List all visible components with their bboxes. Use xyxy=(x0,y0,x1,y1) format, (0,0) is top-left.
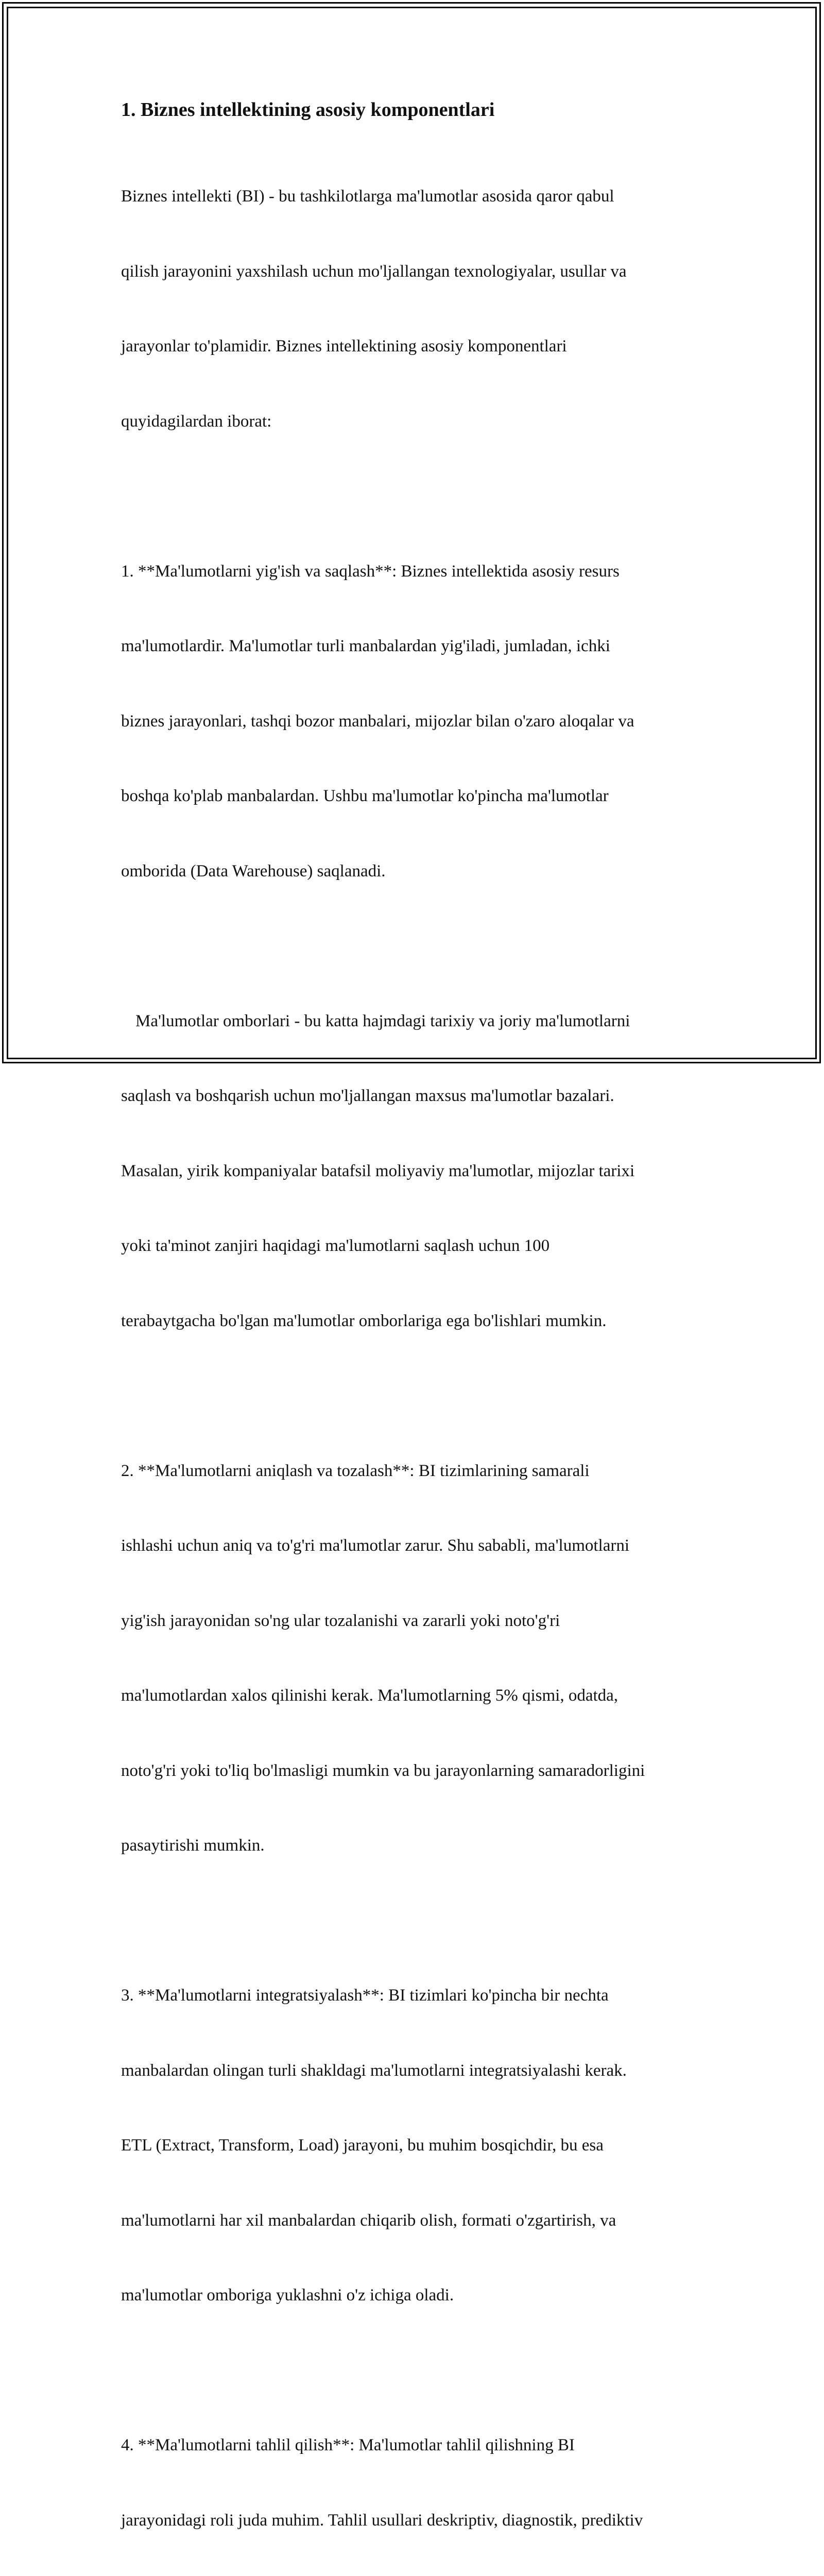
text-line: boshqa ko'plab manbalardan. Ushbu ma'lumotlar ko'pincha ma'lumotlar xyxy=(121,787,609,805)
text-line: 3. **Ma'lumotlarni integratsiyalash**: BI tizimlari ko'pincha bir nechta xyxy=(121,1986,609,2005)
paragraph-item-1 xyxy=(121,509,713,934)
text-line: quyidagilardan iborat: xyxy=(121,412,272,431)
text-line: pasaytirishi mumkin. xyxy=(121,1836,265,1855)
text-line: jarayonidagi roli juda muhim. Tahlil usullari deskriptiv, diagnostik, prediktiv xyxy=(121,2511,643,2530)
text-line: ma'lumotlardan xalos qilinishi kerak. Ma'lumotlarning 5% qismi, odatda, xyxy=(121,1686,619,1705)
text-line: biznes jarayonlari, tashqi bozor manbalari, mijozlar bilan o'zaro aloqalar va xyxy=(121,711,634,731)
text-line: omborida (Data Warehouse) saqlanadi. xyxy=(121,861,386,880)
text-line: saqlash va boshqarish uchun mo'ljallangan maxsus ma'lumotlar bazalari. xyxy=(121,1087,614,1105)
text-line: yoki ta'minot zanjiri haqidagi ma'lumotlarni saqlash uchun 100 xyxy=(121,1236,550,1255)
text-line: ETL (Extract, Transform, Load) jarayoni, bu muhim bosqichdir, bu esa xyxy=(121,2136,604,2155)
paragraph-item-4 xyxy=(121,2383,713,2576)
text-line: ma'lumotlardir. Ma'lumotlar turli manbalardan yig'iladi, jumladan, ichki xyxy=(121,637,610,655)
text-line: ishlashi uchun aniq va to'g'ri ma'lumotlar zarur. Shu sababli, ma'lumotlarni xyxy=(121,1536,630,1555)
text-line: terabaytgacha bo'lgan ma'lumotlar omborlariga ega bo'lishlari mumkin. xyxy=(121,1311,607,1330)
text-line: ma'lumotlarni har xil manbalardan chiqarib olish, formati o'zgartirish, va xyxy=(121,2211,616,2230)
text-line: noto'g'ri yoki to'liq bo'lmasligi mumkin va bu jarayonlarning samaradorligini xyxy=(121,1761,645,1780)
text-line: 1. **Ma'lumotlarni yig'ish va saqlash**: Biznes intellektida asosiy resurs xyxy=(121,562,620,581)
paragraph-intro xyxy=(121,134,713,484)
document-body xyxy=(121,97,713,2576)
text-line: 2. **Ma'lumotlarni aniqlash va tozalash**: BI tizimlarining samarali xyxy=(121,1461,590,1480)
paragraph-item-2 xyxy=(121,1409,713,1908)
text-line: Biznes intellekti (BI) - bu tashkilotlarga ma'lumotlar asosida qaror qabul xyxy=(121,187,614,206)
text-line: yig'ish jarayonidan so'ng ular tozalanishi va zararli yoki noto'g'ri xyxy=(121,1611,560,1630)
text-line: ma'lumotlar omboriga yuklashni o'z ichiga oladi. xyxy=(121,2286,454,2304)
text-line: Ma'lumotlar omborlari - bu katta hajmdagi tarixiy va joriy ma'lumotlarni xyxy=(135,1011,630,1030)
text-line: Masalan, yirik kompaniyalar batafsil moliyaviy ma'lumotlar, mijozlar tarixi xyxy=(121,1161,635,1180)
paragraph-item-3 xyxy=(121,1933,713,2358)
text-line: jarayonlar to'plamidir. Biznes intellektining asosiy komponentlari xyxy=(121,337,567,355)
page-title: 1. Biznes intellektining asosiy komponentlari xyxy=(121,99,495,121)
text-line: 4. **Ma'lumotlarni tahlil qilish**: Ma'lumotlar tahlil qilishning BI xyxy=(121,2436,575,2454)
text-line: qilish jarayonini yaxshilash uchun mo'ljallangan texnologiyalar, usullar va xyxy=(121,262,627,281)
text-line: manbalardan olingan turli shakldagi ma'lumotlarni integratsiyalashi kerak. xyxy=(121,2061,627,2080)
paragraph-warehouse xyxy=(121,959,713,1384)
